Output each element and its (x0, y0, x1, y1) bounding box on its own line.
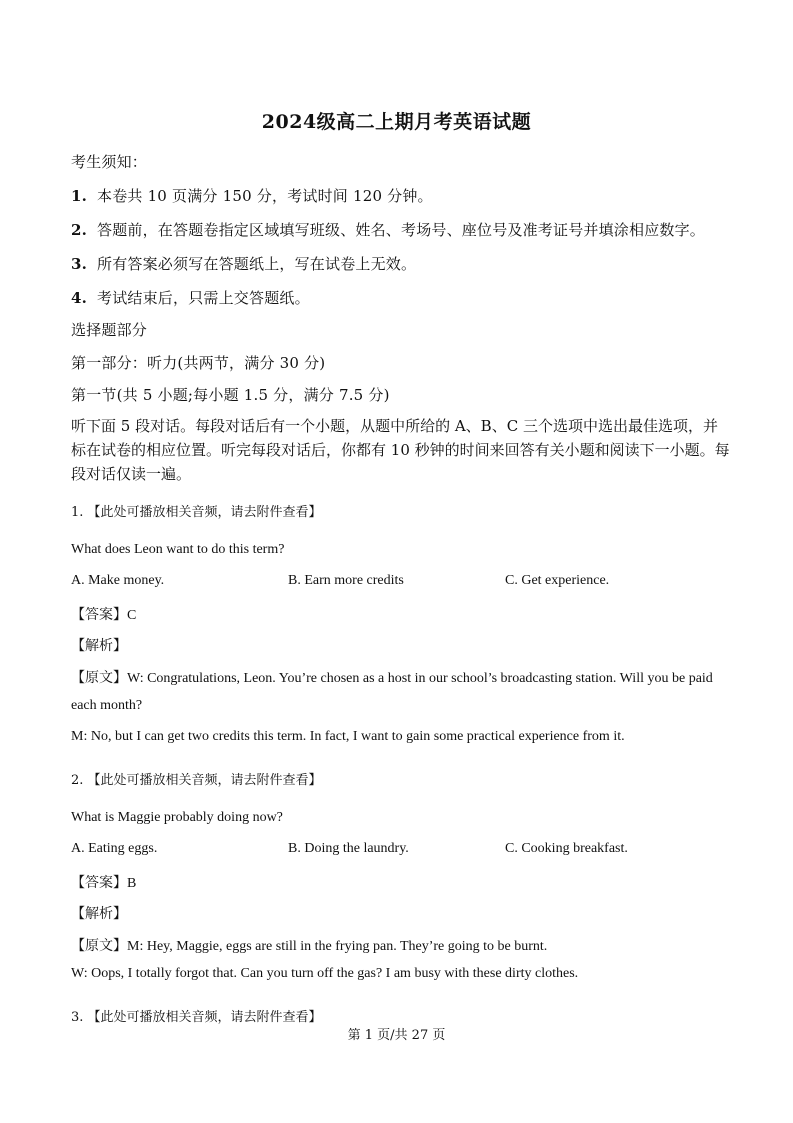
notice-item-number: 4. (71, 289, 88, 307)
question-1-text: What does Leon want to do this term? (71, 542, 285, 557)
notice-item-number: 1. (71, 187, 88, 205)
question-2-transcript-line-2: W: Oops, I totally forgot that. Can you turn off the gas? I am busy with these dirty clothes. (71, 966, 579, 981)
notice-item-number: 3. (71, 255, 88, 273)
section-label: 选择题部分 (71, 321, 148, 339)
question-1-answer: 【答案】C (71, 608, 137, 623)
notice-heading: 考生须知： (71, 153, 148, 171)
notice-item-text: 所有答案必须写在答题纸上，写在试卷上无效。 (97, 255, 417, 273)
notice-item-3 (71, 253, 416, 274)
question-2-answer: 【答案】B (71, 876, 137, 891)
notice-item-text: 考试结束后，只需上交答题纸。 (97, 289, 310, 307)
question-2-text: What is Maggie probably doing now? (71, 810, 283, 825)
question-1-audio-header[interactable]: 1. 【此处可播放相关音频，请去附件查看】 (71, 505, 322, 520)
part1-heading: 第一部分：听力(共两节，满分 30 分) (71, 354, 326, 372)
notice-item-4 (71, 287, 310, 308)
question-1-analysis: 【解析】 (71, 639, 127, 654)
question-1-transcript-line-3: M: No, but I can get two credits this term. In fact, I want to gain some practical experience from it. (71, 729, 625, 744)
listening-instructions: 听下面 5 段对话。每段对话后有一个小题，从题中所给的 A、B、C 三个选项中选出最佳选项，并标在试卷的相应位置。听完每段对话后，你都有 10 秒钟的时间来回答有关小题和阅读下一小题。每段对话仅读一遍。 (71, 417, 730, 483)
notice-item-text: 本卷共 10 页满分 150 分，考试时间 120 分钟。 (97, 187, 433, 205)
question-3-audio-header[interactable]: 3. 【此处可播放相关音频，请去附件查看】 (71, 1010, 322, 1025)
question-2-option-a: A. Eating eggs. (71, 841, 158, 856)
notice-item-1 (71, 185, 433, 206)
page-title: 2024级高二上期月考英语试题 (261, 111, 532, 133)
question-2-transcript-line-1: 【原文】M: Hey, Maggie, eggs are still in the frying pan. They’re going to be burnt. (71, 939, 548, 954)
question-1-transcript-line-1: 【原文】W: Congratulations, Leon. You’re chosen as a host in our school’s broadcasting station. Will you be paid (71, 671, 713, 686)
question-2-audio-header[interactable]: 2. 【此处可播放相关音频，请去附件查看】 (71, 773, 322, 788)
question-2-analysis: 【解析】 (71, 907, 127, 922)
sub1-heading: 第一节(共 5 小题;每小题 1.5 分，满分 7.5 分) (71, 386, 390, 404)
question-1-option-c: C. Get experience. (505, 573, 610, 588)
question-2-option-b: B. Doing the laundry. (288, 841, 409, 856)
question-1-transcript-line-2: each month? (71, 698, 143, 713)
question-2-option-c: C. Cooking breakfast. (505, 841, 628, 856)
page-footer: 第 1 页/共 27 页 (347, 1028, 446, 1043)
notice-item-text: 答题前，在答题卷指定区域填写班级、姓名、考场号、座位号及准考证号并填涂相应数字。 (97, 221, 706, 239)
question-1-option-a: A. Make money. (71, 573, 165, 588)
notice-item-number: 2. (71, 221, 88, 239)
notice-item-2 (71, 219, 705, 240)
question-1-option-b: B. Earn more credits (288, 573, 404, 588)
